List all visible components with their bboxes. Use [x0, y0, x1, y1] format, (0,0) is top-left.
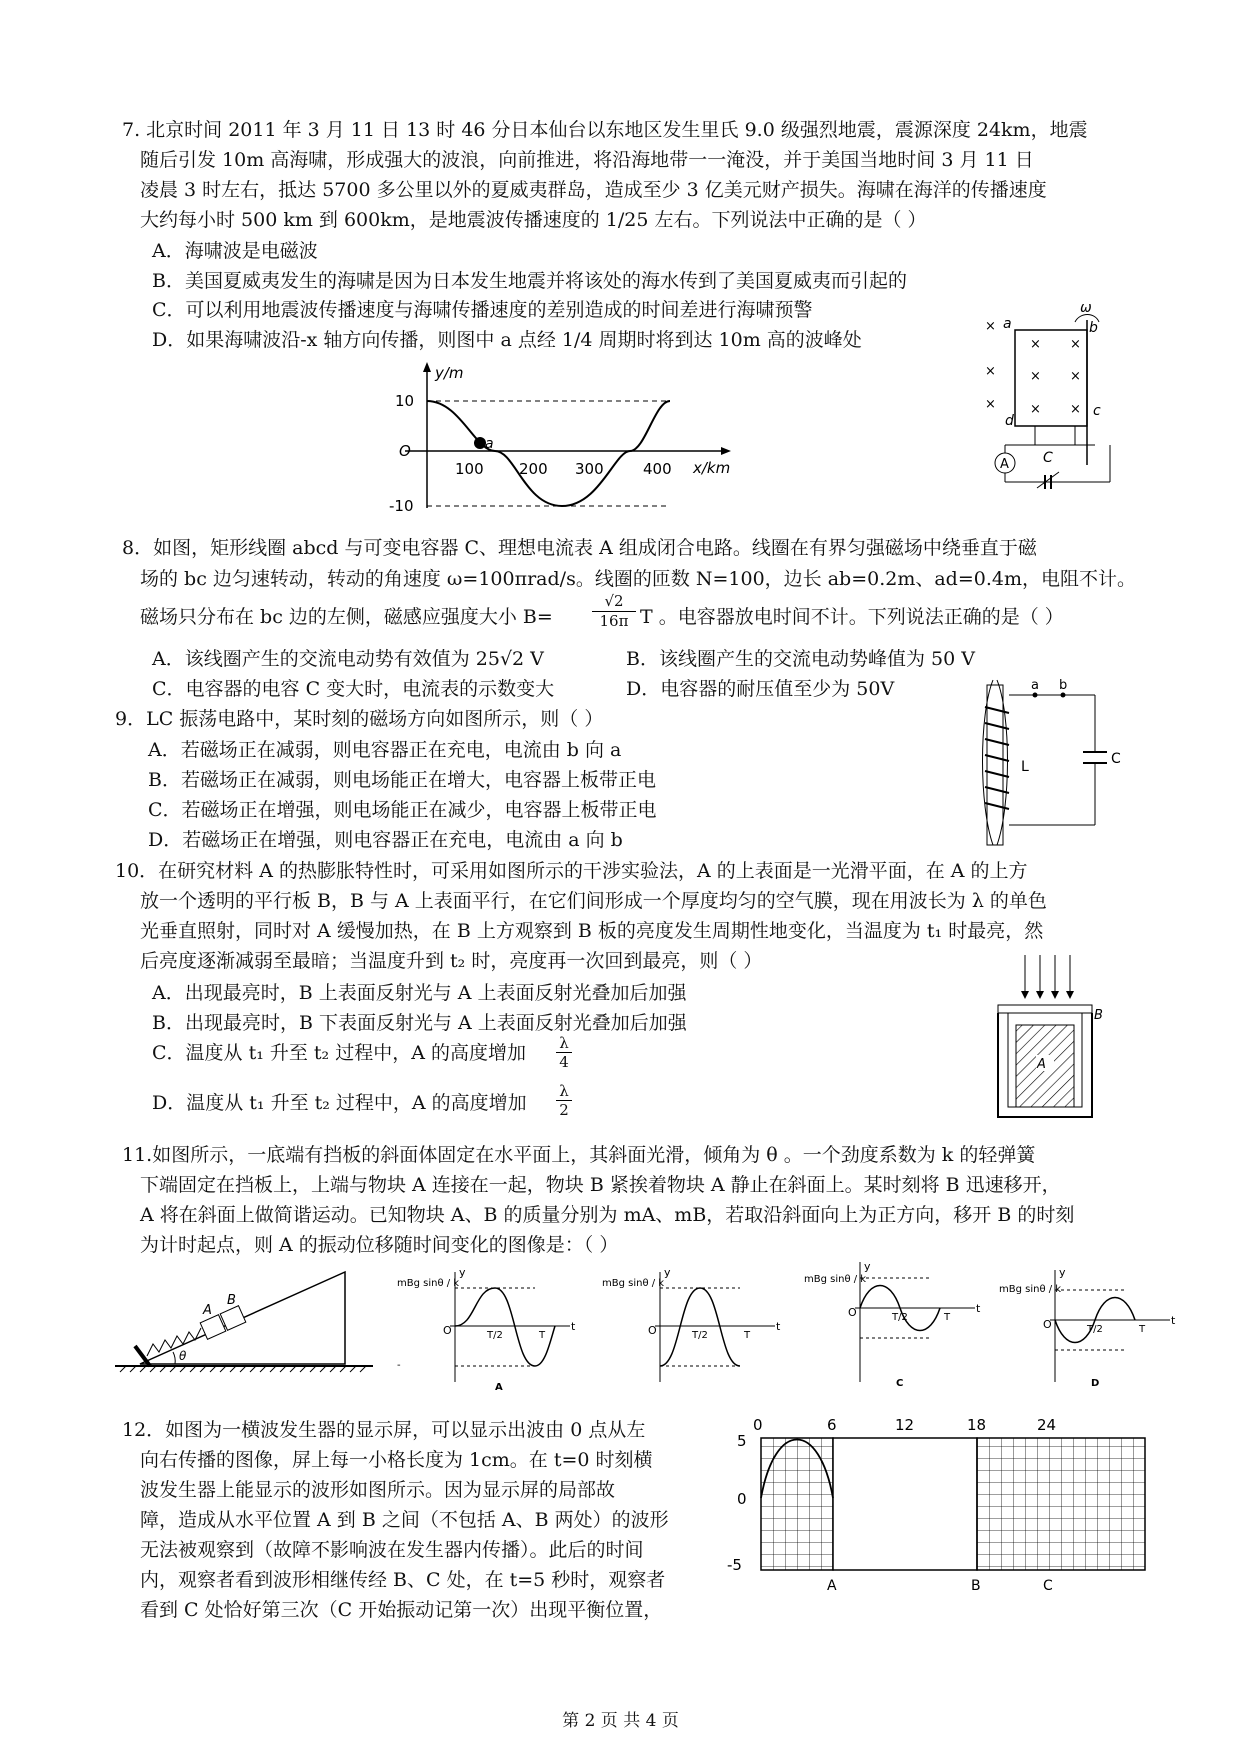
q7-graph-ylabel: y/m: [435, 364, 464, 382]
q11-graph-c-letter: C: [896, 1378, 904, 1389]
q7-line-4: 大约每小时 500 km 到 600km，是地震波传播速度的 1/25 左右。下列说法中正确的是（ ）: [140, 209, 927, 231]
q9-lc-circuit-figure: [975, 675, 1125, 850]
svg-text:×: ×: [985, 319, 996, 334]
q11-graph-d-y: y: [1059, 1266, 1066, 1279]
svg-text:×: ×: [1070, 402, 1081, 417]
q11-graph-a-amp: mBg sinθ / k: [397, 1278, 460, 1289]
q11-line-1: 11.如图所示，一底端有挡板的斜面体固定在水平面上，其斜面光滑，倾角为 θ 。一个劲度系数为 k 的轻弹簧: [122, 1144, 1036, 1166]
q12-label-b: B: [971, 1578, 981, 1594]
q12-ytick-0: 0: [737, 1490, 747, 1508]
q11-graph-c-thalf: T/2: [892, 1312, 908, 1323]
q11-graph-b-tfull: T: [744, 1330, 751, 1341]
q10-label-b: B: [1094, 1008, 1103, 1023]
q10-line-2: 放一个透明的平行板 B，B 与 A 上表面平行，在它们间形成一个厚度均匀的空气膜，现在用波长为 λ 的单色: [140, 890, 1047, 912]
q12-line-3: 波发生器上能显示的波形如图所示。因为显示屏的局部故: [140, 1479, 616, 1501]
q11-graph-d-tfull: T: [1139, 1324, 1146, 1335]
svg-text:×: ×: [1070, 337, 1081, 352]
q12-line-5: 无法被观察到（故障不影响波在发生器内传播）。此后的时间: [140, 1539, 644, 1561]
q12-line-1: 12．如图为一横波发生器的显示屏，可以显示出波由 0 点从左: [122, 1419, 646, 1441]
q11-graph-c-tfull: T: [944, 1312, 951, 1323]
q7-graph-ytick-10: 10: [395, 392, 415, 410]
q12-label-a: A: [827, 1578, 837, 1594]
q12-ytick-neg5: -5: [727, 1556, 742, 1574]
q8-line-1: 8．如图，矩形线圈 abcd 与可变电容器 C、理想电流表 A 组成闭合电路。线圈在有界匀强磁场中绕垂直于磁: [122, 537, 1037, 559]
q11-graph-b-o: O: [648, 1324, 657, 1337]
q11-graph-a-t: t: [571, 1320, 576, 1333]
q11-graph-b-amp: mBg sinθ / k: [602, 1278, 665, 1289]
q7-graph-point-a: a: [485, 436, 494, 452]
q9-option-b: B．若磁场正在减弱，则电场能正在增大，电容器上板带正电: [148, 769, 656, 791]
q9-label-l: L: [1021, 759, 1029, 775]
q8-fraction-den: 16π: [599, 612, 629, 630]
q11-graph-d-o: O: [1043, 1318, 1052, 1331]
q12-top-tick-12: 12: [895, 1416, 915, 1434]
q11-graph-d-thalf: T/2: [1087, 1324, 1103, 1335]
q7-graph-ytick-neg10: -10: [389, 497, 414, 515]
q11-graph-a-thalf: T/2: [487, 1330, 503, 1341]
q11-graph-a-amp-neg: -: [397, 1360, 401, 1371]
q11-graph-a-o: O: [443, 1324, 452, 1337]
q11-graph-a: [397, 1266, 576, 1392]
svg-text:×: ×: [1030, 369, 1041, 384]
q8-label-ammeter: A: [1000, 457, 1009, 472]
q8-line-3: 磁场只分布在 bc 边的左侧，磁感应强度大小 B=: [140, 606, 553, 628]
q8-label-d: d: [1005, 413, 1014, 429]
q11-option-graphs: [395, 1262, 1195, 1392]
q10-option-c: C．温度从 t₁ 升至 t₂ 过程中，A 的高度增加: [152, 1042, 526, 1064]
q11-graph-d-t: t: [1171, 1314, 1176, 1327]
q11-line-4: 为计时起点，则 A 的振动位移随时间变化的图像是：（ ）: [140, 1234, 619, 1256]
q7-wave-graph: [375, 358, 745, 518]
q8-option-c: C．电容器的电容 C 变大时，电流表的示数变大: [152, 678, 555, 700]
q11-line-3: A 将在斜面上做简谐运动。已知物块 A、B 的质量分别为 mA、mB，若取沿斜面向上为正方向，移开 B 的时刻: [140, 1204, 1075, 1226]
q9-option-a: A．若磁场正在减弱，则电容器正在充电，电流由 b 向 a: [148, 739, 622, 761]
q7-option-d: D．如果海啸波沿-x 轴方向传播，则图中 a 点经 1/4 周期时将到达 10m 高的波峰处: [152, 329, 862, 351]
svg-text:×: ×: [1030, 402, 1041, 417]
q8-option-b: B．该线圈产生的交流电动势峰值为 50 V: [626, 648, 975, 670]
q12-ytick-5: 5: [737, 1432, 747, 1450]
q8-label-capacitor: C: [1043, 450, 1053, 466]
q11-graph-c-o: O: [848, 1306, 857, 1319]
q12-top-tick-0: 0: [753, 1416, 763, 1434]
q11-graph-c: [804, 1262, 981, 1389]
q9-stem: 9．LC 振荡电路中，某时刻的磁场方向如图所示，则（ ）: [115, 708, 604, 730]
q7-graph-origin: O: [399, 442, 411, 460]
q11-line-2: 下端固定在挡板上，上端与物块 A 连接在一起，物块 B 紧挨着物块 A 静止在斜面上。某时刻将 B 迅速移开，: [140, 1174, 1061, 1196]
q10-line-4: 后亮度逐渐减弱至最暗；当温度升到 t₂ 时，亮度再一次回到最亮，则（ ）: [140, 950, 763, 972]
q10-frac-c: [556, 1034, 572, 1071]
q10-frac-c-num: λ: [556, 1034, 572, 1053]
q12-line-6: 内，观察者看到波形相继传经 B、C 处，在 t=5 秒时，观察者: [140, 1569, 666, 1591]
q8-label-a: a: [1003, 316, 1012, 332]
q8-line-4: T 。电容器放电时间不计。下列说法正确的是（ ）: [640, 606, 1064, 628]
q10-option-d: D．温度从 t₁ 升至 t₂ 过程中，A 的高度增加: [152, 1092, 527, 1114]
q11-incline-figure: [115, 1268, 375, 1378]
q7-graph-xtick-200: 200: [519, 460, 548, 478]
svg-text:×: ×: [985, 397, 996, 412]
q9-label-c: C: [1111, 751, 1121, 767]
q7-line-1: 7. 北京时间 2011 年 3 月 11 日 13 时 46 分日本仙台以东地区发生里氏 9.0 级强烈地震，震源深度 24km，地震: [122, 119, 1088, 141]
q12-top-tick-24: 24: [1037, 1416, 1057, 1434]
q11-graph-a-y: y: [459, 1266, 466, 1279]
q12-label-c: C: [1043, 1578, 1053, 1594]
q10-frac-d: [556, 1082, 572, 1119]
q10-frac-d-den: 2: [559, 1101, 569, 1119]
q11-graph-c-t: t: [976, 1302, 981, 1315]
q10-option-b: B．出现最亮时，B 下表面反射光与 A 上表面反射光叠加后加强: [152, 1012, 687, 1034]
q10-frac-c-den: 4: [559, 1053, 569, 1071]
svg-text:×: ×: [985, 364, 996, 379]
q11-graph-c-y: y: [864, 1262, 871, 1273]
q11-graph-d-letter: D: [1091, 1378, 1100, 1389]
q10-interference-figure: [990, 955, 1115, 1120]
svg-text:×: ×: [1030, 337, 1041, 352]
q7-option-c: C．可以利用地震波传播速度与海啸传播速度的差别造成的时间差进行海啸预警: [152, 299, 813, 321]
q7-option-b: B．美国夏威夷发生的海啸是因为日本发生地震并将该处的海水传到了美国夏威夷而引起的: [152, 270, 907, 292]
q8-line-2: 场的 bc 边匀速转动，转动的角速度 ω=100πrad/s。线圈的匝数 N=100，边长 ab=0.2m、ad=0.4m，电阻不计。: [140, 568, 1136, 590]
q7-graph-xtick-400: 400: [643, 460, 672, 478]
q10-option-a: A．出现最亮时，B 上表面反射光与 A 上表面反射光叠加后加强: [152, 982, 687, 1004]
q12-top-tick-18: 18: [967, 1416, 987, 1434]
q8-fraction-num: √2: [592, 592, 636, 612]
q11-graph-a-letter: A: [495, 1382, 503, 1392]
q8-label-c: c: [1093, 403, 1101, 419]
q7-graph-xlabel: x/km: [693, 459, 731, 477]
q7-line-2: 随后引发 10m 高海啸，形成强大的波浪，向前推进，将沿海地带一一淹没，并于美国当地时间 3 月 11 日: [140, 149, 1034, 171]
q10-label-a: A: [1037, 1057, 1046, 1072]
q12-line-4: 障，造成从水平位置 A 到 B 之间（不包括 A、B 两处）的波形: [140, 1509, 669, 1531]
q12-line-2: 向右传播的图像，屏上每一小格长度为 1cm。在 t=0 时刻横: [140, 1449, 653, 1471]
q9-option-d: D．若磁场正在增强，则电容器正在充电，电流由 a 向 b: [148, 829, 623, 851]
q10-frac-d-num: λ: [556, 1082, 572, 1101]
q12-wave-display: [725, 1410, 1195, 1600]
q8-fraction: [592, 592, 636, 631]
q9-label-b: b: [1059, 678, 1068, 693]
q7-graph-xtick-300: 300: [575, 460, 604, 478]
q11-graph-b-thalf: T/2: [692, 1330, 708, 1341]
q8-label-b: b: [1089, 320, 1098, 336]
q7-line-3: 凌晨 3 时左右，抵达 5700 多公里以外的夏威夷群岛，造成至少 3 亿美元财产损失。海啸在海洋的传播速度: [140, 179, 1047, 201]
q8-option-a: A．该线圈产生的交流电动势有效值为 25√2 V: [152, 648, 544, 670]
q12-line-7: 看到 C 处恰好第三次（C 开始振动记第一次）出现平衡位置，: [140, 1599, 663, 1621]
q11-graph-b-y: y: [664, 1266, 671, 1279]
q11-graph-a-tfull: T: [539, 1330, 546, 1341]
q7-option-a: A．海啸波是电磁波: [152, 240, 318, 262]
q11-label-a: A: [203, 1303, 212, 1318]
q11-graph-c-amp: mBg sinθ / k: [804, 1274, 867, 1285]
q9-label-a: a: [1031, 678, 1039, 693]
q10-line-3: 光垂直照射，同时对 A 缓慢加热，在 B 上方观察到 B 板的亮度发生周期性地变化，当温度为 t₁ 时最亮，然: [140, 920, 1044, 942]
page-footer: 第 2 页 共 4 页: [562, 1711, 679, 1731]
q8-coil-figure: [975, 300, 1125, 490]
q11-label-b: B: [227, 1293, 236, 1308]
q11-graph-d: [999, 1266, 1176, 1389]
q11-label-theta: θ: [179, 1349, 187, 1363]
q12-top-tick-6: 6: [827, 1416, 837, 1434]
q8-option-d: D．电容器的耐压值至少为 50V: [626, 678, 895, 700]
q10-line-1: 10．在研究材料 A 的热膨胀特性时，可采用如图所示的干涉实验法，A 的上表面是一光滑平面，在 A 的上方: [115, 860, 1028, 882]
svg-text:×: ×: [1070, 369, 1081, 384]
q11-graph-b-t: t: [776, 1320, 781, 1333]
q11-graph-d-amp: mBg sinθ / k: [999, 1284, 1062, 1295]
q8-label-omega: ω: [1080, 300, 1092, 316]
q9-option-c: C．若磁场正在增强，则电场能正在减少，电容器上板带正电: [148, 799, 657, 821]
q11-graph-b: [602, 1266, 781, 1382]
q7-graph-xtick-100: 100: [455, 460, 484, 478]
